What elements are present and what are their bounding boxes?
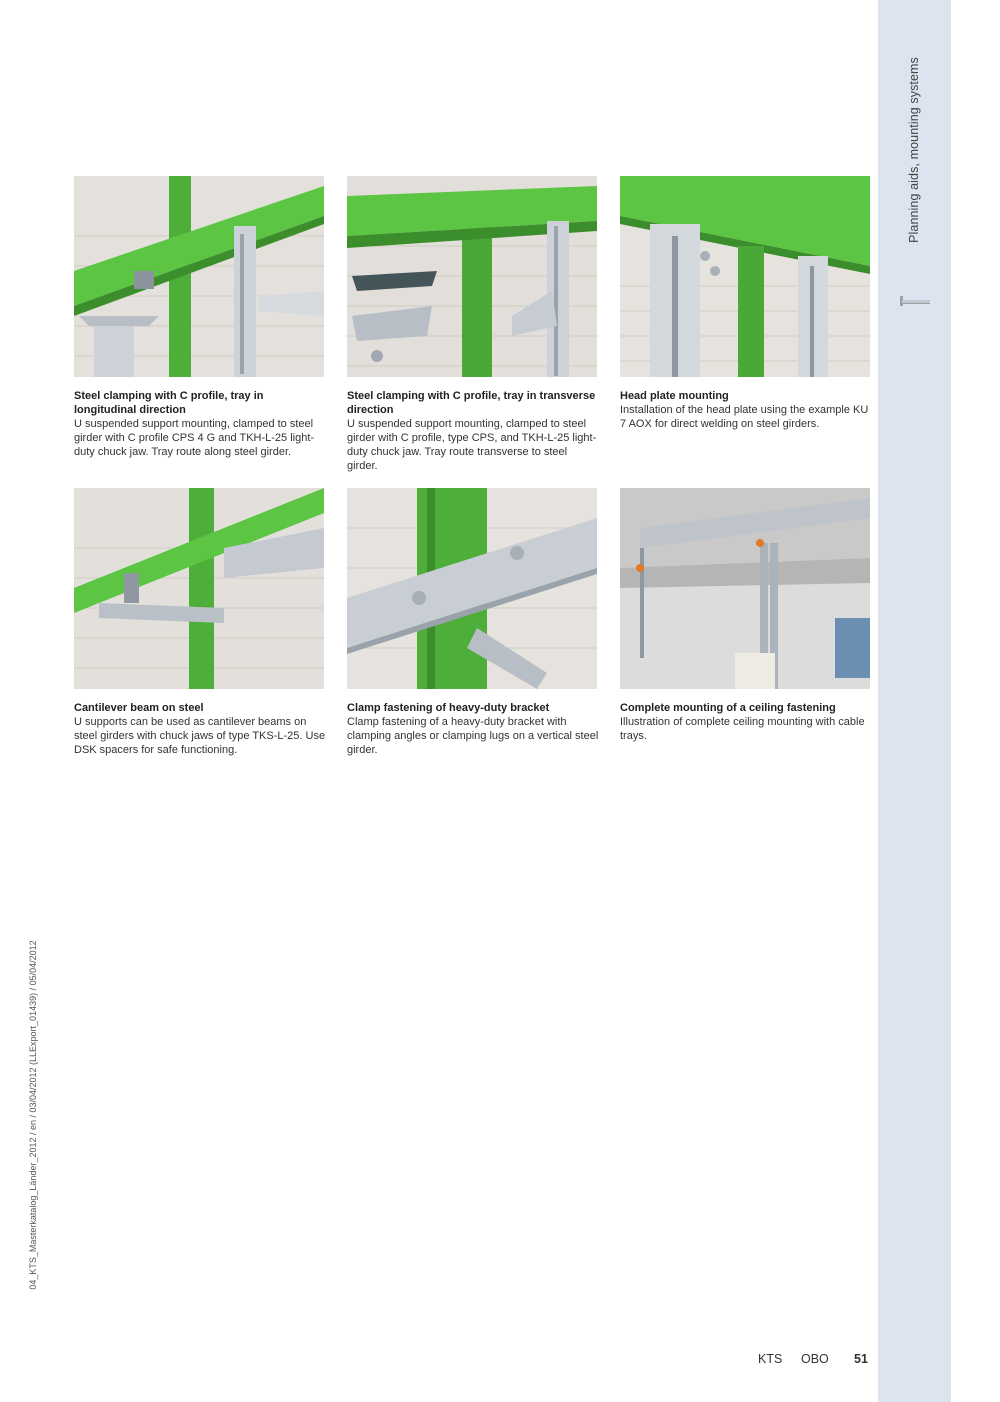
cantilever-beam-photo: [74, 488, 324, 689]
steel-clamping-transverse-photo: [347, 176, 597, 377]
card-ceiling-mounting: [620, 488, 872, 743]
card-title: Complete mounting of a ceiling fastening: [620, 702, 836, 714]
card-title: Steel clamping with C profile, tray in transverse direction: [347, 390, 596, 416]
card-description: U suspended support mounting, clamped to steel girder with C profile, type CPS, and TKH-L-25 light-duty chuck jaw. Tray route transverse to steel girder.: [347, 418, 597, 472]
card-steel-clamping-transverse: [347, 176, 599, 473]
ceiling-mounting-photo: [620, 488, 870, 689]
card-description: Installation of the head plate using the example KU 7 AOX for direct welding on steel girders.: [620, 404, 869, 430]
card-description: Clamp fastening of a heavy-duty bracket with clamping angles or clamping lugs on a vertical steel girder.: [347, 716, 599, 756]
footer-brand: OBO: [801, 1352, 829, 1366]
print-job-note: 04_KTS_Masterkatalog_Länder_2012 / en / 03/04/2012 (LLExport_01439) / 05/04/2012: [28, 940, 38, 1290]
card-title: Clamp fastening of heavy-duty bracket: [347, 702, 550, 714]
card-description: U suspended support mounting, clamped to steel girder with C profile CPS 4 G and TKH-L-25 light-duty chuck jaw. Tray route along steel girder.: [74, 418, 315, 458]
sidebar-section-title: Planning aids, mounting systems: [907, 57, 921, 243]
page-number: 51: [854, 1352, 868, 1366]
card-head-plate-mounting: [620, 176, 872, 431]
card-title: Cantilever beam on steel: [74, 702, 204, 714]
card-description: U supports can be used as cantilever beams on steel girders with chuck jaws of type TKS-L-25. Use DSK spacers for safe functioning.: [74, 716, 326, 756]
card-clamp-fastening: [347, 488, 599, 757]
card-steel-clamping-longitudinal: [74, 176, 326, 459]
card-title: Steel clamping with C profile, tray in longitudinal direction: [74, 390, 264, 416]
card-description: Illustration of complete ceiling mounting with cable trays.: [620, 716, 865, 742]
steel-clamping-longitudinal-photo: [74, 176, 324, 377]
card-title: Head plate mounting: [620, 390, 729, 402]
clamp-fastening-photo: [347, 488, 597, 689]
footer-product: KTS: [758, 1352, 783, 1366]
card-cantilever-beam: [74, 488, 326, 757]
cable-tray-icon: [898, 292, 932, 310]
head-plate-mounting-photo: [620, 176, 870, 377]
